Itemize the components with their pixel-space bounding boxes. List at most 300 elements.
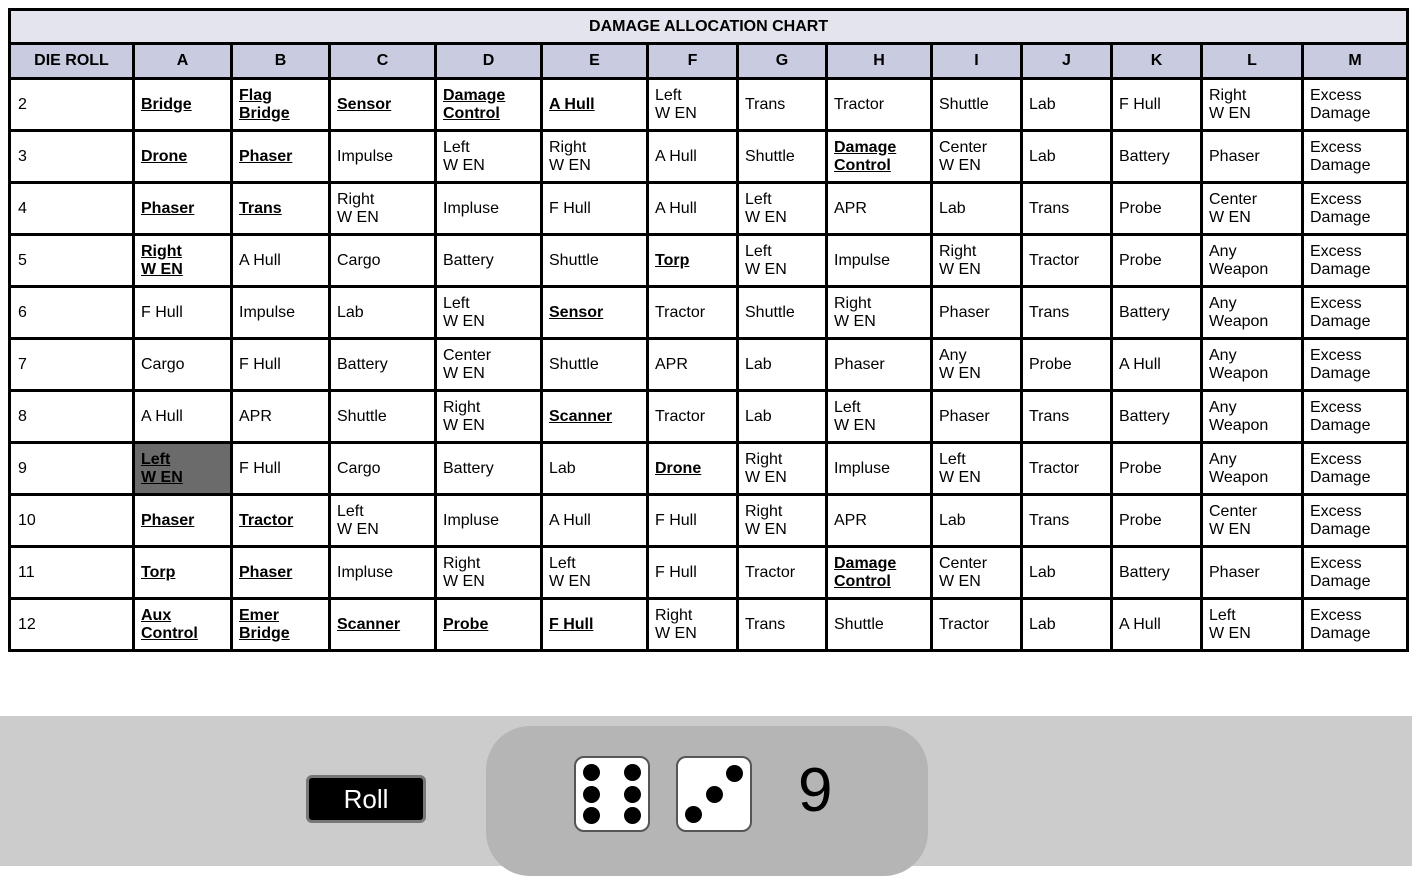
damage-cell	[738, 339, 827, 391]
damage-cell	[542, 131, 648, 183]
damage-cell	[1022, 339, 1112, 391]
damage-cell	[738, 235, 827, 287]
system-label	[939, 304, 990, 321]
system-label	[141, 304, 183, 321]
cell-line-1: A Hull	[1119, 355, 1161, 373]
system-label	[443, 399, 485, 434]
system-label	[1029, 564, 1056, 581]
cell-line-1: Impluse	[337, 563, 394, 581]
column-header-h: H	[827, 44, 932, 79]
cell-line-1: Battery	[443, 251, 494, 269]
cell-line-1: Damage	[443, 86, 506, 104]
cell-line-1: Phaser	[239, 147, 293, 165]
cell-line-2: W EN	[1209, 624, 1251, 642]
damage-cell	[436, 495, 542, 547]
table-row	[10, 339, 1408, 391]
cell-line-1: Tractor	[745, 563, 796, 581]
cell-line-1: Phaser	[939, 303, 990, 321]
damage-cell	[1022, 235, 1112, 287]
system-label	[939, 139, 987, 174]
cell-line-1: A Hull	[141, 407, 183, 425]
cell-line-1: Lab	[939, 199, 966, 217]
damage-cell	[1303, 443, 1408, 495]
dice-tray	[486, 726, 928, 876]
cell-line-1: Tractor	[939, 615, 990, 633]
cell-line-2: W EN	[745, 520, 787, 538]
cell-line-1: Lab	[1029, 147, 1056, 165]
system-label	[337, 503, 379, 538]
damage-cell	[1022, 547, 1112, 599]
cell-line-2: Weapon	[1209, 468, 1269, 486]
cell-line-1: Phaser	[834, 355, 885, 373]
critical-system-label	[443, 87, 505, 122]
cell-line-1: Excess	[1310, 450, 1362, 468]
damage-cell	[232, 183, 330, 235]
cell-line-1: Aux	[141, 606, 172, 624]
critical-system-label	[337, 96, 391, 113]
cell-line-1: Any	[1209, 346, 1237, 364]
system-label	[1310, 451, 1370, 486]
cell-line-1: Phaser	[1209, 147, 1260, 165]
damage-cell	[932, 79, 1022, 131]
cell-line-1: Damage	[834, 138, 897, 156]
damage-cell	[932, 287, 1022, 339]
critical-system-label	[239, 564, 292, 581]
damage-cell	[1202, 443, 1303, 495]
system-label	[1029, 304, 1069, 321]
system-label	[1209, 564, 1260, 581]
cell-line-1: Excess	[1310, 398, 1362, 416]
damage-cell	[134, 599, 232, 651]
damage-cell	[542, 443, 648, 495]
cell-line-1: Shuttle	[549, 355, 599, 373]
cell-line-2: Damage	[1310, 312, 1371, 330]
damage-cell	[1112, 599, 1202, 651]
cell-line-1: Trans	[745, 95, 786, 113]
cell-line-1: Shuttle	[549, 251, 599, 269]
system-label	[141, 356, 185, 373]
system-label	[337, 408, 387, 425]
table-row	[10, 599, 1408, 651]
critical-system-label	[239, 148, 292, 165]
column-header-i: I	[932, 44, 1022, 79]
die-roll-value: 4	[10, 183, 134, 235]
damage-cell	[648, 79, 738, 131]
cell-line-1: APR	[655, 355, 688, 373]
column-header-g: G	[738, 44, 827, 79]
die-roll-value: 8	[10, 391, 134, 443]
damage-cell	[1303, 495, 1408, 547]
damage-cell	[436, 599, 542, 651]
critical-system-label	[549, 408, 612, 425]
system-label	[939, 512, 966, 529]
critical-system-label	[239, 87, 290, 122]
cell-line-2: W EN	[443, 416, 485, 434]
system-label	[939, 555, 987, 590]
damage-cell	[932, 495, 1022, 547]
cell-line-1: Excess	[1310, 294, 1362, 312]
system-label	[1310, 555, 1370, 590]
cell-line-1: Drone	[655, 459, 702, 477]
damage-cell	[932, 183, 1022, 235]
damage-cell	[1112, 443, 1202, 495]
damage-cell	[1022, 79, 1112, 131]
die-pip	[706, 786, 723, 803]
damage-cell	[1303, 287, 1408, 339]
cell-line-1: Battery	[1119, 147, 1170, 165]
cell-line-2: W EN	[745, 468, 787, 486]
cell-line-1: Sensor	[337, 95, 392, 113]
system-label	[549, 252, 599, 269]
damage-cell	[1202, 339, 1303, 391]
damage-cell	[1112, 183, 1202, 235]
damage-cell	[1022, 443, 1112, 495]
cell-line-1: Probe	[1119, 511, 1162, 529]
cell-line-2: Damage	[1310, 208, 1371, 226]
cell-line-1: Lab	[337, 303, 364, 321]
damage-cell	[1202, 235, 1303, 287]
cell-line-2: Damage	[1310, 156, 1371, 174]
cell-line-1: Lab	[745, 355, 772, 373]
system-label	[1209, 347, 1268, 382]
critical-system-label	[141, 564, 175, 581]
cell-line-1: Right	[549, 138, 587, 156]
cell-line-1: Trans	[1029, 511, 1070, 529]
cell-line-1: Excess	[1310, 502, 1362, 520]
system-label	[549, 139, 591, 174]
cell-line-1: Battery	[337, 355, 388, 373]
die-pip	[624, 807, 641, 824]
system-label	[655, 408, 705, 425]
die-roll-value: 11	[10, 547, 134, 599]
damage-cell	[1303, 391, 1408, 443]
cell-line-1: Damage	[834, 554, 897, 572]
damage-cell	[827, 339, 932, 391]
cell-line-1: Trans	[1029, 303, 1070, 321]
system-label	[1310, 399, 1370, 434]
damage-cell	[738, 131, 827, 183]
cell-line-2: W EN	[141, 468, 183, 486]
cell-line-1: Shuttle	[834, 615, 884, 633]
die-roll-value: 7	[10, 339, 134, 391]
damage-cell	[932, 547, 1022, 599]
die-pip	[583, 786, 600, 803]
system-label	[1029, 616, 1056, 633]
cell-line-1: Lab	[1029, 95, 1056, 113]
system-label	[1029, 148, 1056, 165]
cell-line-2: Control	[141, 624, 198, 642]
system-label	[655, 564, 697, 581]
cell-line-2: Weapon	[1209, 260, 1269, 278]
cell-line-2: W EN	[655, 624, 697, 642]
cell-line-1: Battery	[1119, 303, 1170, 321]
damage-cell	[542, 339, 648, 391]
critical-system-label	[655, 460, 701, 477]
cell-line-1: Tractor	[655, 407, 706, 425]
die-pip	[726, 765, 743, 782]
die-roll-value: 9	[10, 443, 134, 495]
damage-cell	[1112, 235, 1202, 287]
system-label	[1119, 616, 1161, 633]
cell-line-1: Phaser	[939, 407, 990, 425]
damage-cell	[827, 599, 932, 651]
system-label	[1029, 200, 1069, 217]
cell-line-1: A Hull	[1119, 615, 1161, 633]
cell-line-1: Right	[655, 606, 693, 624]
damage-cell	[232, 287, 330, 339]
system-label	[655, 356, 688, 373]
damage-cell	[330, 391, 436, 443]
table-row	[10, 79, 1408, 131]
damage-cell	[134, 131, 232, 183]
damage-cell	[436, 235, 542, 287]
cell-line-1: Right	[443, 398, 481, 416]
damage-cell	[542, 495, 648, 547]
damage-cell	[738, 391, 827, 443]
system-label	[141, 408, 183, 425]
critical-system-label	[239, 512, 293, 529]
table-row	[10, 183, 1408, 235]
damage-cell	[932, 443, 1022, 495]
system-label	[443, 347, 491, 382]
cell-line-2: W EN	[337, 520, 379, 538]
system-label	[443, 252, 494, 269]
system-label	[1209, 503, 1257, 538]
cell-line-1: Excess	[1310, 346, 1362, 364]
cell-line-2: W EN	[443, 312, 485, 330]
cell-line-1: Phaser	[141, 199, 195, 217]
cell-line-1: Trans	[745, 615, 786, 633]
system-label	[655, 87, 697, 122]
system-label	[834, 356, 885, 373]
cell-line-2: Damage	[1310, 104, 1371, 122]
cell-line-1: Lab	[939, 511, 966, 529]
damage-cell	[827, 235, 932, 287]
cell-line-1: F Hull	[549, 615, 594, 633]
damage-cell	[648, 599, 738, 651]
damage-cell	[1112, 131, 1202, 183]
column-header-d: D	[436, 44, 542, 79]
critical-system-label	[141, 96, 192, 113]
system-label	[549, 460, 576, 477]
cell-line-1: A Hull	[655, 199, 697, 217]
cell-line-1: Right	[337, 190, 375, 208]
damage-cell	[1022, 131, 1112, 183]
cell-line-1: F Hull	[655, 563, 697, 581]
cell-line-1: Phaser	[239, 563, 293, 581]
system-label	[745, 356, 772, 373]
damage-cell	[542, 391, 648, 443]
system-label	[939, 347, 981, 382]
damage-cell	[134, 443, 232, 495]
damage-cell	[738, 443, 827, 495]
die-pip	[685, 806, 702, 823]
cell-line-1: APR	[834, 199, 867, 217]
cell-line-1: Battery	[443, 459, 494, 477]
cell-line-2: W EN	[745, 208, 787, 226]
critical-system-label	[141, 451, 183, 486]
damage-cell	[330, 495, 436, 547]
system-label	[1310, 347, 1370, 382]
damage-cell	[827, 495, 932, 547]
damage-cell	[436, 287, 542, 339]
system-label	[443, 295, 485, 330]
cell-line-1: Cargo	[337, 459, 381, 477]
damage-cell	[1202, 495, 1303, 547]
cell-line-1: Torp	[141, 563, 176, 581]
damage-cell	[1022, 183, 1112, 235]
cell-line-2: W EN	[939, 572, 981, 590]
damage-cell	[648, 443, 738, 495]
cell-line-1: Any	[1209, 242, 1237, 260]
damage-cell	[1112, 495, 1202, 547]
cell-line-1: Center	[1209, 190, 1258, 208]
table-row	[10, 287, 1408, 339]
cell-line-2: W EN	[655, 104, 697, 122]
damage-cell	[1303, 79, 1408, 131]
cell-line-1: Battery	[1119, 563, 1170, 581]
system-label	[745, 564, 795, 581]
system-label	[1209, 148, 1260, 165]
system-label	[337, 356, 388, 373]
cell-line-1: APR	[239, 407, 272, 425]
cell-line-1: Lab	[1029, 615, 1056, 633]
cell-line-1: A Hull	[549, 511, 591, 529]
system-label	[1029, 252, 1079, 269]
damage-cell	[932, 235, 1022, 287]
cell-line-1: Center	[939, 554, 988, 572]
damage-cell	[436, 339, 542, 391]
damage-table	[8, 8, 1409, 652]
damage-cell	[542, 79, 648, 131]
cell-line-1: Probe	[1119, 459, 1162, 477]
damage-cell	[1202, 547, 1303, 599]
system-label	[337, 252, 381, 269]
cell-line-2: Control	[443, 104, 500, 122]
cell-line-1: Cargo	[337, 251, 381, 269]
damage-cell	[134, 235, 232, 287]
die-pip	[583, 807, 600, 824]
cell-line-1: A Hull	[549, 95, 595, 113]
cell-line-1: Right	[1209, 86, 1247, 104]
system-label	[834, 399, 876, 434]
system-label	[443, 555, 485, 590]
system-label	[1029, 356, 1072, 373]
die-roll-value: 5	[10, 235, 134, 287]
cell-line-1: Any	[1209, 450, 1237, 468]
critical-system-label	[549, 616, 593, 633]
cell-line-1: Scanner	[549, 407, 613, 425]
system-label	[745, 451, 787, 486]
column-header-m: M	[1303, 44, 1408, 79]
damage-cell	[330, 183, 436, 235]
cell-line-1: Impulse	[834, 251, 891, 269]
system-label	[239, 460, 281, 477]
cell-line-1: Excess	[1310, 190, 1362, 208]
system-label	[1029, 96, 1056, 113]
roll-total: 9	[798, 756, 833, 825]
cell-line-1: Shuttle	[745, 147, 795, 165]
damage-cell	[330, 339, 436, 391]
cell-line-2: Weapon	[1209, 416, 1269, 434]
damage-cell	[738, 495, 827, 547]
cell-line-1: Right	[745, 450, 783, 468]
cell-line-2: W EN	[939, 364, 981, 382]
cell-line-2: W EN	[549, 572, 591, 590]
damage-cell	[330, 547, 436, 599]
damage-cell	[1022, 287, 1112, 339]
cell-line-1: Trans	[239, 199, 282, 217]
damage-cell	[232, 79, 330, 131]
system-label	[745, 304, 795, 321]
dice-roller-panel	[0, 716, 1412, 866]
system-label	[1119, 460, 1162, 477]
cell-line-1: Excess	[1310, 606, 1362, 624]
system-label	[549, 356, 599, 373]
system-label	[834, 252, 890, 269]
damage-cell	[436, 547, 542, 599]
damage-cell	[827, 547, 932, 599]
system-label	[1209, 243, 1268, 278]
critical-system-label	[141, 607, 198, 642]
damage-cell	[1202, 183, 1303, 235]
system-label	[1119, 200, 1162, 217]
cell-line-1: Impluse	[443, 199, 500, 217]
column-header-row	[10, 44, 1408, 79]
cell-line-1: Battery	[1119, 407, 1170, 425]
system-label	[443, 139, 485, 174]
damage-cell	[932, 599, 1022, 651]
damage-cell	[436, 131, 542, 183]
cell-line-1: A Hull	[239, 251, 281, 269]
system-label	[1119, 564, 1170, 581]
table-row	[10, 495, 1408, 547]
critical-system-label	[834, 139, 896, 174]
cell-line-1: Impluse	[443, 511, 500, 529]
system-label	[1209, 399, 1268, 434]
system-label	[337, 191, 379, 226]
cell-line-1: Any	[1209, 398, 1237, 416]
cell-line-1: Probe	[443, 615, 489, 633]
damage-cell	[738, 79, 827, 131]
damage-cell	[1303, 599, 1408, 651]
damage-cell	[134, 79, 232, 131]
cell-line-1: Left	[745, 190, 772, 208]
system-label	[239, 356, 281, 373]
column-header-f: F	[648, 44, 738, 79]
system-label	[939, 96, 989, 113]
cell-line-1: Phaser	[1209, 563, 1260, 581]
die-pip	[624, 786, 641, 803]
cell-line-1: Trans	[1029, 199, 1070, 217]
critical-system-label	[443, 616, 488, 633]
system-label	[239, 408, 272, 425]
column-header-l: L	[1202, 44, 1303, 79]
damage-cell	[134, 339, 232, 391]
system-label	[1119, 304, 1170, 321]
damage-cell	[542, 287, 648, 339]
system-label	[337, 148, 393, 165]
system-label	[1209, 607, 1251, 642]
system-label	[745, 408, 772, 425]
damage-cell	[232, 547, 330, 599]
damage-cell	[1022, 599, 1112, 651]
roll-button[interactable]: Roll	[306, 775, 426, 823]
damage-cell	[436, 79, 542, 131]
cell-line-1: Left	[141, 450, 171, 468]
system-label	[1119, 512, 1162, 529]
damage-cell	[330, 287, 436, 339]
